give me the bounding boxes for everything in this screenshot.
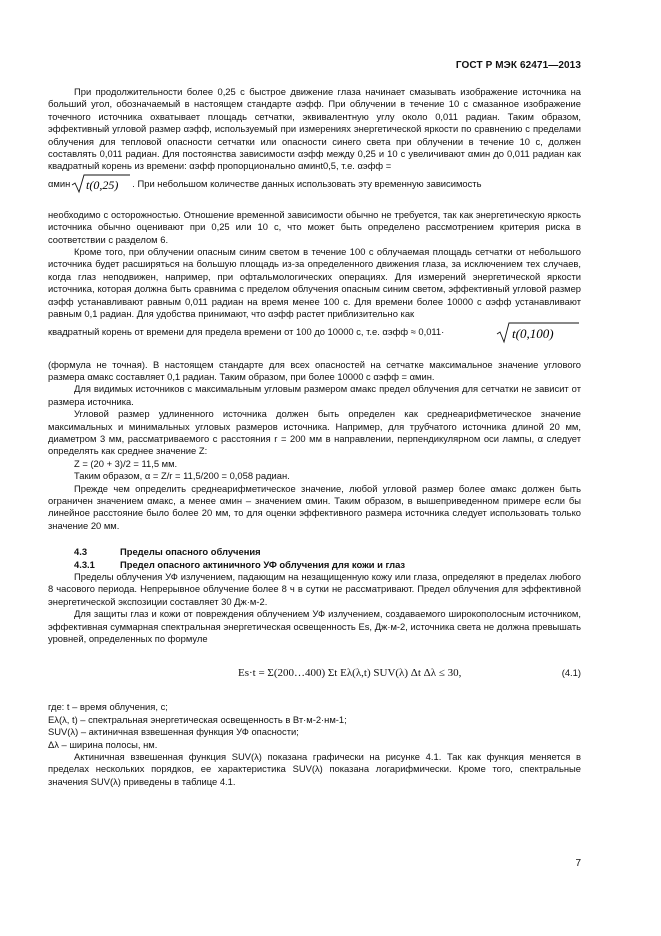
paragraph: Актиничная взвешенная функция SUV(λ) показана графически на рисунке 4.1. Так как функция меняется в пределах нескольких порядков, ее характеристика SUV(λ) показана логарифмически. Кроме того, спектральные значения SUV(λ) приведены в таблице 4.1. [48,751,581,787]
subsection-heading [74,559,581,571]
section-number: 4.3 [74,546,88,558]
sqrt-radical-icon [495,321,581,345]
section-title: Пределы опасного облучения [120,546,261,558]
document-body [48,86,581,788]
section-heading [74,546,581,558]
alpha-min-symbol: αмин [48,177,71,189]
subsection-number: 4.3.1 [74,558,95,570]
paragraph: Прежде чем определить среднеарифметическое значение, любой угловой размер более αмакс должен быть ограничен значением αмакс, а менее αмин – значением αмин. Таким образом, в вышеприведенном примере если бы линейное расстояние было более 20 мм, то для оценки эффективного размера источника следует использовать только значение 20 мм. [48,482,581,531]
paragraph: Таким образом, α = Z/r = 11,5/200 = 0,058 радиан. [74,470,290,482]
page-number: 7 [575,858,581,869]
standard-code: ГОСТ Р МЭК 62471—2013 [455,60,581,71]
paragraph: Z = (20 + 3)/2 = 11,5 мм. [74,457,178,469]
formula-number: (4.1) [561,667,581,679]
paragraph: Кроме того, при облучении опасным синим светом в течение 100 с облучаемая площадь сетчатки от небольшого источника будет расширяться на большую площадь из-за определенного движения глаза, за исключением тех случаев, когда глаз неподвижен, например, при офтальмологических операциях. Для измерений энергетической яркости источника, которая должна быть сравнима с пределом облучения опасным синим светом, эффективный угловой размер αэфф устанавливают равным 0,011 радиан на время менее 100 с. Для времени более 10000 с αэфф устанавливают равным 0,1 радиан. Для удобства принимают, что αэфф растет приблизительно как [48,246,581,320]
where-clause: где: t – время облучения, с; [48,701,168,713]
paragraph: Угловой размер удлиненного источника должен быть определен как среднеарифметическое значение максимальных и минимальных угловых размеров источника. Например, для трубчатого источника длиной 20 мм, диаметром 3 мм, рассматриваемого с расстояния r = 200 мм в направлении, перпендикулярном оси лампы, α следует определять как среднее значение Z: [48,408,581,457]
subsection-title: Предел опасного актиничного УФ облучения для кожи и глаз [120,558,406,570]
where-clause: Eλ(λ, t) – спектральная энергетическая освещенность в Вт·м-2·нм-1; [48,713,347,725]
sqrt-argument: t(0,25) [86,177,119,192]
formula-4-1 [48,645,581,701]
paragraph: Пределы облучения УФ излучением, падающим на незащищенную кожу или глаза, определяют в пределах любого 8 часового периода. Непрерывное облучение более 8 ч в сутки не рассматривают. Предел облучения для эффективной энергетической экспозиции составляет 30 Дж·м-2. [48,571,581,607]
paragraph: При продолжительности более 0,25 с быстрое движение глаза начинает смазывать изображение источника на больший угол, обозначаемый в настоящем стандарте αэфф. При облучении в течение 10 с смазанное изображение точечного источника охватывает площадь сетчатки, эквивалентную углу около 0,011 радиан. Таким образом, эффективный угловой размер αэфф, используемый при измерениях энергетической яркости по сравнению с пределами облучения для тепловой опасности сетчатки или опасности синего света при облучении в течение 10 с, должен составлять 0,011 радиан. Для постоянства зависимости αэфф между 0,25 и 10 с увеличивают αмин до 0,011 радиан как квадратный корень из времени: αэфф пропорционально αминt0,5, т.е. αэфф = [48,86,581,172]
paragraph: (формула не точная). В настоящем стандарте для всех опасностей на сетчатке максимальное значение углового размера αмакс составляет 0,1 радиан. Таким образом, при более 10000 с αэфф = αмин. [48,358,581,382]
sqrt-suffix: . При небольшом количестве данных использовать эту временную зависимость [132,177,482,189]
paragraph: Для защиты глаз и кожи от повреждения облучением УФ излучением, создаваемого широкополосным источником, эффективная суммарная спектральная энергетическая освещенность Es, Дж·м-2, источника света не должна превышать уровней, определенных по формуле [48,608,581,645]
sqrt-expression-line [48,173,581,195]
paragraph: необходимо с осторожностью. Отношение временной зависимости обычно не требуется, так как энергетическую яркость источника обычно оценивают при 0,25 или 10 с, что может быть определено рассмотрением критерия риска в соответствии с разделом 6. [48,208,581,245]
where-clause: Δλ – ширина полосы, нм. [48,738,158,750]
sqrt-expression-line [48,321,581,345]
sqrt-prefix: квадратный корень от времени для предела времени от 100 до 10000 с, т.е. αэфф ≈ 0,011· [48,326,445,338]
sqrt-radical-icon [70,173,132,195]
sqrt-argument: t(0,100) [512,325,554,341]
where-clause: SUV(λ) – актиничная взвешенная функция УФ опасности; [48,726,299,738]
formula-expression: Es·t = Σ(200…400) Σt Eλ(λ,t) SUV(λ) Δt Δλ ≤ 30, [238,667,462,680]
paragraph: Для видимых источников с максимальным угловым размером αмакс предел облучения для сетчатки не зависит от размера источника. [48,383,581,407]
